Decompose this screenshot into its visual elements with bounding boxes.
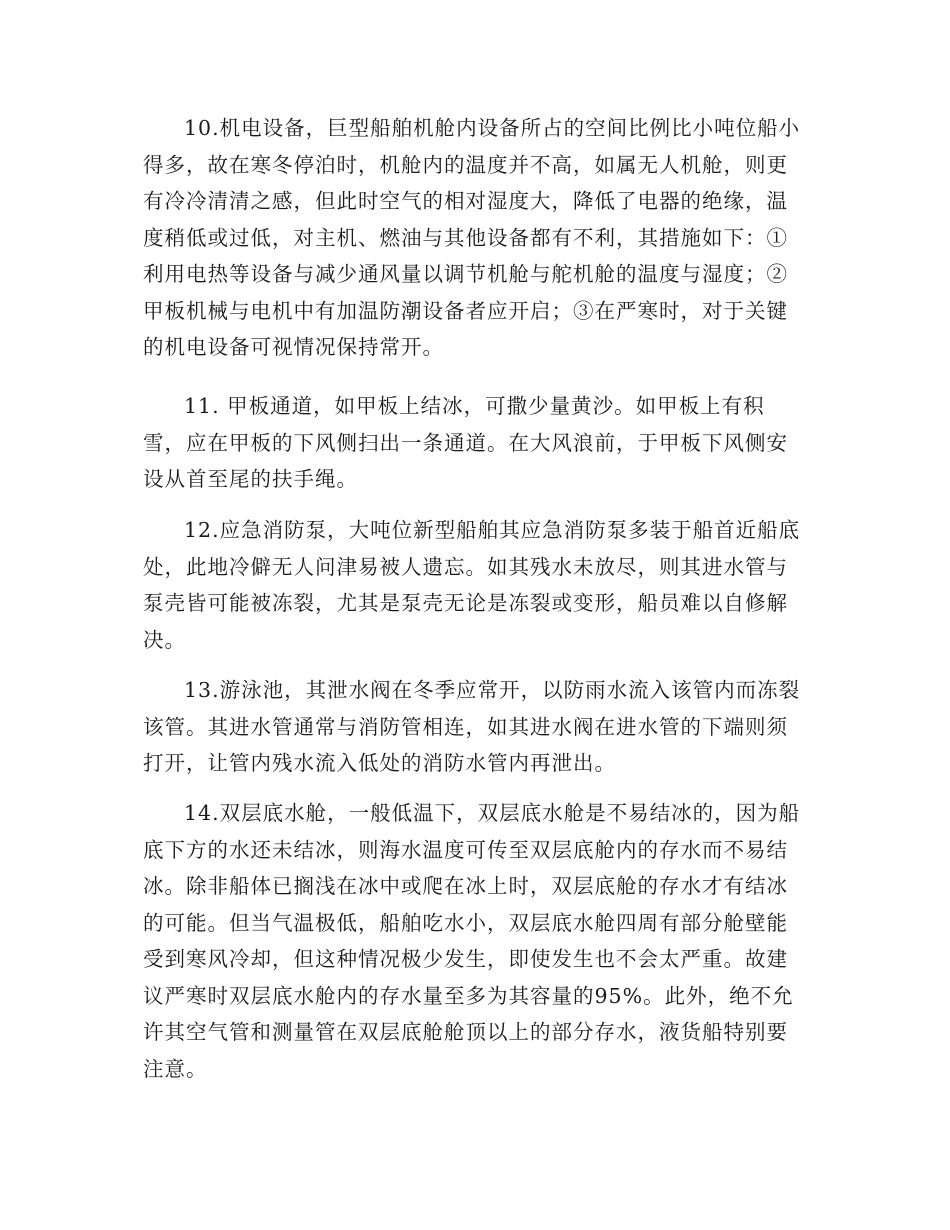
text-line: 10.机电设备，巨型船舶机舱内设备所占的空间比例比小吨位船小	[184, 116, 801, 140]
text-line: 处，此地冷僻无人问津易被人遗忘。如其残水未放尽，则其进水管与	[143, 554, 788, 579]
text-line: 度稍低或过低，对主机、燃油与其他设备都有不利，其措施如下：①	[143, 225, 788, 250]
paragraph-14-double-bottom-tank	[143, 795, 808, 1087]
paragraph-13-swimming-pool	[143, 672, 808, 782]
text-line: 利用电热等设备与减少通风量以调节机舱与舵机舱的温度与湿度；②	[143, 262, 788, 286]
text-line: 14.双层底水舱，一般低温下，双层底水舱是不易结冰的，因为船	[184, 801, 801, 825]
text-line: 注意。	[143, 1056, 208, 1081]
text-line: 11. 甲板通道，如甲板上结冰，可撒少量黄沙。如甲板上有积	[184, 394, 765, 418]
text-line: 底下方的水还未结冰，则海水温度可传至双层底舱内的存水而不易结	[143, 837, 788, 862]
text-line: 的可能。但当气温极低，船舶吃水小，双层底水舱四周有部分舱壁能	[143, 910, 788, 935]
text-line: 得多，故在寒冬停泊时，机舱内的温度并不高，如属无人机舱，则更	[143, 152, 788, 177]
text-line: 12.应急消防泵，大吨位新型船舶其应急消防泵多装于船首近船底	[184, 518, 801, 542]
paragraph-12-emergency-fire-pump	[143, 512, 808, 658]
text-line: 雪，应在甲板的下风侧扫出一条通道。在大风浪前，于甲板下风侧安	[143, 430, 788, 455]
text-line: 该管。其进水管通常与消防管相连，如其进水阀在进水管的下端则须	[143, 714, 788, 739]
text-line: 13.游泳池，其泄水阀在冬季应常开，以防雨水流入该管内而冻裂	[184, 678, 801, 702]
text-line: 甲板机械与电机中有加温防潮设备者应开启；③在严寒时，对于关键	[143, 298, 788, 323]
text-line: 设从首至尾的扶手绳。	[143, 467, 358, 491]
text-line: 许其空气管和测量管在双层底舱舱顶以上的部分存水，液货船特别要	[143, 1020, 788, 1044]
text-line: 有冷冷清清之感，但此时空气的相对湿度大，降低了电器的绝缘，温	[143, 189, 788, 213]
text-line: 打开，让管内残水流入低处的消防水管内再泄出。	[143, 751, 616, 775]
document-body	[143, 110, 808, 1081]
text-line: 决。	[143, 627, 186, 652]
text-line: 的机电设备可视情况保持常开。	[143, 335, 444, 359]
text-line: 议严寒时双层底水舱内的存水量至多为其容量的95%。此外，绝不允	[143, 983, 794, 1008]
text-line: 受到寒风冷却，但这种情况极少发生，即使发生也不会太严重。故建	[143, 947, 788, 971]
text-line: 泵壳皆可能被冻裂，尤其是泵壳无论是冻裂或变形，船员难以自修解	[143, 591, 788, 615]
paragraph-11-deck-passage	[143, 388, 808, 498]
text-line: 冰。除非船体已搁浅在冰中或爬在冰上时，双层底舱的存水才有结冰	[143, 874, 788, 898]
paragraph-10-mechanical-electrical-equipment	[143, 110, 808, 366]
